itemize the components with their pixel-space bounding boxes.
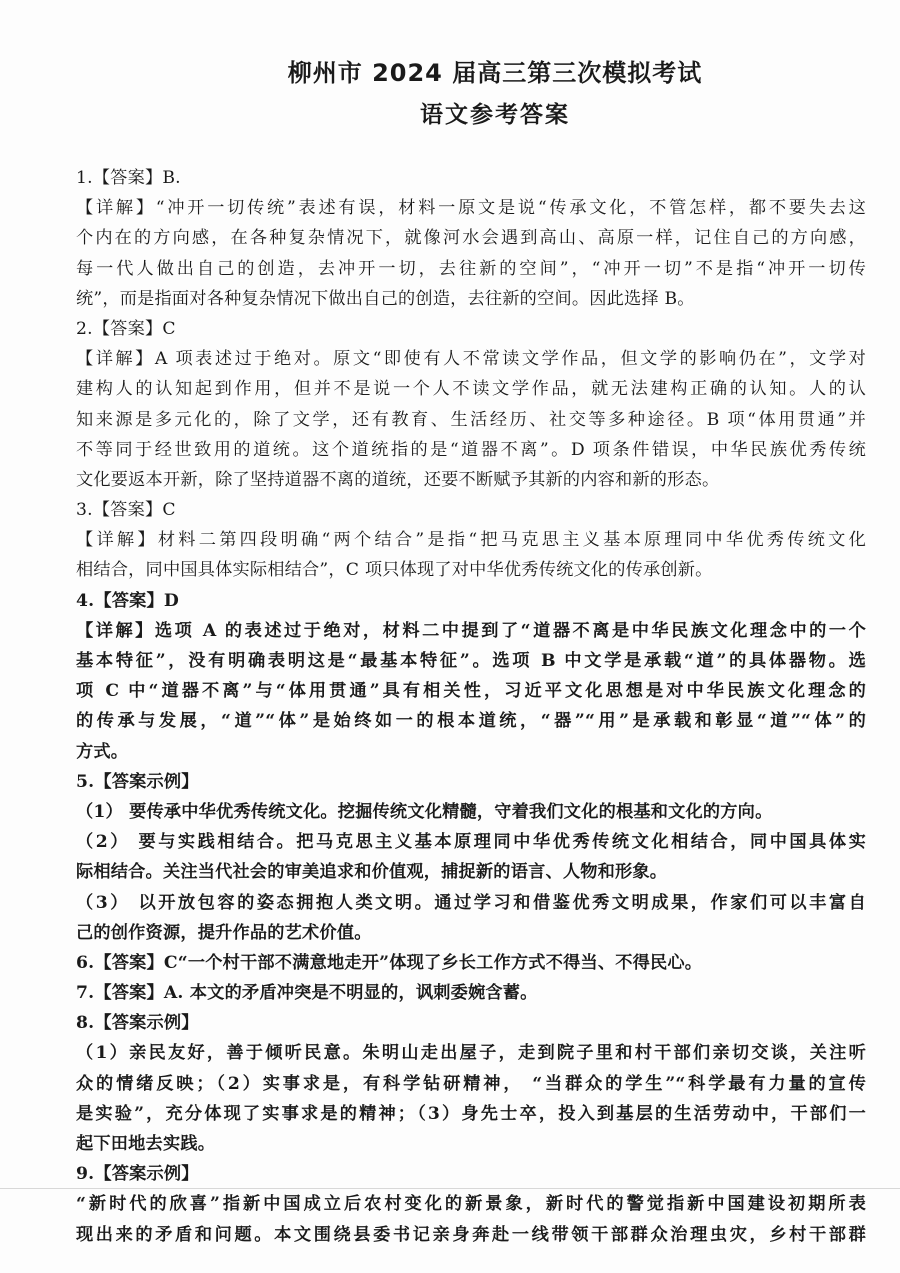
text-line: 1.【答案】B.: [76, 168, 181, 188]
text-line: 3.【答案】C: [76, 500, 176, 521]
text-line: 起下田地去实践。: [76, 1134, 216, 1154]
page-bottom-divider: [0, 1188, 900, 1189]
text-line: 6.【答案】C“一个村干部不满意地走开”体现了乡长工作方式不得当、不得民心。: [76, 952, 703, 973]
page-header: [0, 55, 900, 133]
text-line: 7.【答案】A. 本文的矛盾冲突是不明显的，讽刺委婉含蓄。: [76, 983, 538, 1004]
text-line: 的传承与发展，“道”“体”是始终如一的根本道统，“器”“用”是承载和彰显“道”“体”的: [76, 711, 866, 732]
text-line: 基本特征”，没有明确表明这是“最基本特征”。选项 B 中文学是承载“道”的具体器物。选: [76, 651, 866, 671]
text-line: （2） 要与实践相结合。把马克思主义基本原理同中华优秀传统文化相结合，同中国具体实: [76, 832, 866, 853]
exam-subtitle: 语文参考答案: [420, 102, 570, 128]
text-line: 文化要返本开新，除了坚持道器不离的道统，还要不断赋予其新的内容和新的形态。: [76, 469, 720, 490]
text-line: 2.【答案】C: [76, 318, 176, 339]
text-line: 建构人的认知起到作用，但并不是说一个人不读文学作品，就无法建构正确的认知。人的认: [76, 379, 866, 400]
answer-content: [76, 163, 866, 1250]
text-line: 个内在的方向感，在各种复杂情况下，就像河水会遇到高山、高原一样，记住自己的方向感，: [76, 228, 866, 249]
text-line: 9.【答案示例】: [76, 1164, 199, 1185]
text-line: 项 C 中“道器不离”与“体用贯通”具有相关性，习近平文化思想是对中华民族文化理念的: [76, 681, 866, 702]
text-line: 众的情绪反映；（2）实事求是，有科学钻研精神， “当群众的学生”“科学最有力量的宣传: [76, 1073, 866, 1094]
text-line: （1）亲民友好，善于倾听民意。朱明山走出屋子，走到院子里和村干部们亲切交谈，关注听: [76, 1043, 866, 1064]
text-line: 际相结合。关注当代社会的审美追求和价值观，捕捉新的语言、人物和形象。: [76, 862, 668, 883]
text-line: 现出来的矛盾和问题。本文围绕县委书记亲身奔赴一线带领干部群众治理虫灾，乡村干部群: [76, 1224, 866, 1245]
exam-title: 柳州市 2024 届高三第三次模拟考试: [287, 59, 703, 87]
text-line: 知来源是多元化的，除了文学，还有教育、生活经历、社交等多种途径。B 项“体用贯通”并: [76, 409, 866, 430]
text-line: 相结合，同中国具体实际相结合”，C 项只体现了对中华优秀传统文化的传承创新。: [76, 560, 713, 581]
text-line: （1） 要传承中华优秀传统文化。挖掘传统文化精髓，守着我们文化的根基和文化的方向。: [76, 801, 773, 822]
text-line: “新时代的欣喜”指新中国成立后农村变化的新景象，新时代的警觉指新中国建设初期所表: [76, 1194, 866, 1215]
text-line: 己的创作资源，提升作品的艺术价值。: [76, 922, 372, 943]
text-line: 方式。: [76, 741, 129, 762]
text-line: 【详解】选项 A 的表述过于绝对，材料二中提到了“道器不离是中华民族文化理念中的一个: [76, 620, 866, 641]
text-line: 4.【答案】D: [76, 590, 179, 611]
text-line: 【详解】材料二第四段明确“两个结合”是指“把马克思主义基本原理同中华优秀传统文化: [76, 530, 866, 551]
text-line: 5.【答案示例】: [76, 771, 199, 792]
text-line: 8.【答案示例】: [76, 1013, 199, 1034]
text-line: 【详解】“冲开一切传统”表述有误，材料一原文是说“传承文化，不管怎样，都不要失去这: [76, 198, 866, 219]
text-line: （3） 以开放包容的姿态拥抱人类文明。通过学习和借鉴优秀文明成果，作家们可以丰富自: [76, 892, 866, 913]
text-line: 【详解】A 项表述过于绝对。原文“即使有人不常读文学作品，但文学的影响仍在”，文学对: [76, 349, 866, 370]
text-line: 每一代人做出自己的创造，去冲开一切，去往新的空间”，“冲开一切”不是指“冲开一切传: [76, 258, 866, 279]
text-line: 是实验”，充分体现了实事求是的精神；（3）身先士卒，投入到基层的生活劳动中，干部们一: [76, 1103, 866, 1124]
text-line: 不等同于经世致用的道统。这个道统指的是“道器不离”。D 项条件错误，中华民族优秀传统: [76, 439, 866, 460]
text-line: 统”，而是指面对各种复杂情况下做出自己的创造，去往新的空间。因此选择 B。: [76, 288, 695, 309]
